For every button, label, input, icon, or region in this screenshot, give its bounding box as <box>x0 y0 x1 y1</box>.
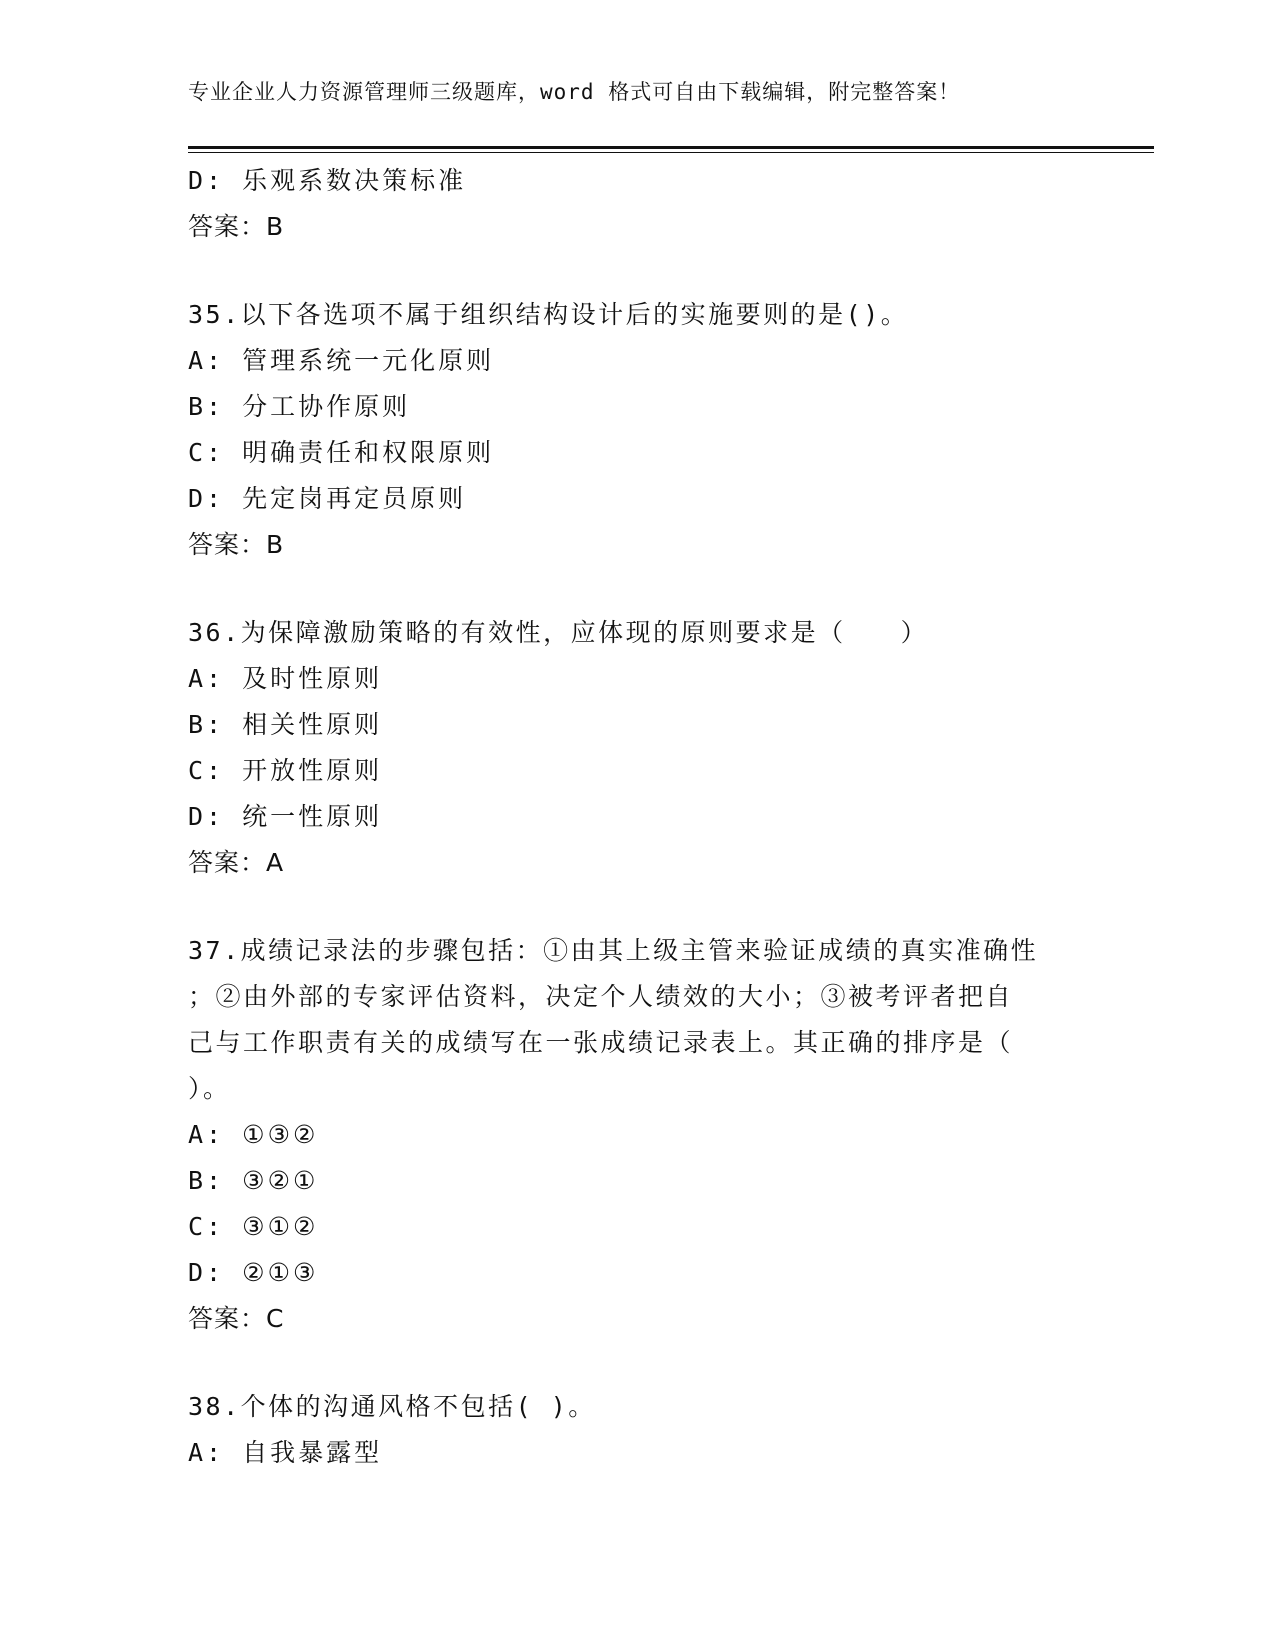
question-line: 38.个体的沟通风格不包括( )。 <box>188 1392 596 1421</box>
option-d: D: 先定岗再定员原则 <box>188 484 467 513</box>
question-38-text <box>188 1384 1088 1430</box>
option-c: C: 开放性原则 <box>188 756 383 785</box>
option-a: A: 及时性原则 <box>188 664 383 693</box>
question-line: ；②由外部的专家评估资料，决定个人绩效的大小；③被考评者把自 <box>188 982 1014 1011</box>
question-line: 35.以下各选项不属于组织结构设计后的实施要则的是()。 <box>188 300 909 329</box>
option-d: D: 统一性原则 <box>188 802 383 831</box>
question-line: 37.成绩记录法的步骤包括：①由其上级主管来验证成绩的真实准确性 <box>188 936 1039 965</box>
header-rule-thick <box>188 146 1154 149</box>
option-d: D: ②①③ <box>188 1258 319 1287</box>
question-line: 36.为保障激励策略的有效性，应体现的原则要求是（ ） <box>188 618 929 647</box>
option-a: A: 自我暴露型 <box>188 1438 383 1467</box>
option-b: B: 分工协作原则 <box>188 392 411 421</box>
option-c: C: 明确责任和权限原则 <box>188 438 495 467</box>
header-rule-thin <box>188 152 1154 153</box>
answer: 答案：B <box>188 530 285 559</box>
question-line: ）。 <box>188 1074 231 1103</box>
option-d: D: 乐观系数决策标准 <box>188 166 467 195</box>
option-b: B: 相关性原则 <box>188 710 383 739</box>
answer: 答案：B <box>188 212 285 241</box>
answer: 答案：C <box>188 1304 285 1333</box>
option-a: A: ①③② <box>188 1120 319 1149</box>
option-b: B: ③②① <box>188 1166 319 1195</box>
option-a: A: 管理系统一元化原则 <box>188 346 495 375</box>
page-header: 专业企业人力资源管理师三级题库，word 格式可自由下载编辑，附完整答案！ <box>188 80 961 104</box>
question-36-text <box>188 610 1088 656</box>
question-35-text <box>188 292 1088 338</box>
question-line: 己与工作职责有关的成绩写在一张成绩记录表上。其正确的排序是（ <box>188 1028 1014 1057</box>
answer: 答案：A <box>188 848 285 877</box>
option-c: C: ③①② <box>188 1212 319 1241</box>
question-37-text <box>188 928 1088 1112</box>
question-content <box>188 158 1088 1476</box>
